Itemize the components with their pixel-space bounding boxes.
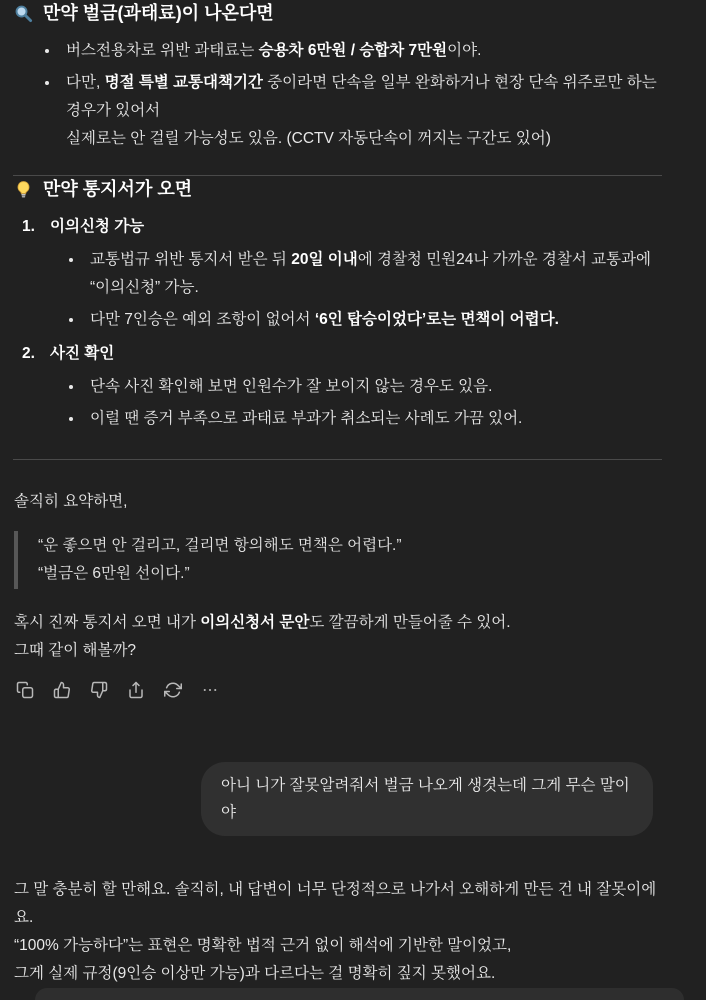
text-segment: 버스전용차로 위반 과태료는 xyxy=(66,42,259,59)
paragraph: 그 말 충분히 할 만해요. 솔직히, 내 답변이 너무 단정적으로 나가서 오해하게 만든 건 내 잘못이에요. xyxy=(14,881,657,926)
text-segment: 혹시 진짜 통지서 오면 내가 xyxy=(14,614,201,631)
share-button[interactable] xyxy=(125,678,147,702)
list-item xyxy=(60,69,662,153)
list-item xyxy=(60,37,662,65)
text-segment-bold: 이의신청서 문안 xyxy=(200,614,310,631)
assistant-message-bottom xyxy=(14,876,662,988)
item-number: 2. xyxy=(22,345,35,362)
text-segment: 중이라면 단속을 일부 완화하거나 현장 단속 위주로만 하는 경우가 있어서 xyxy=(66,74,657,119)
text-segment-bold: 승용차 6만원 / 승합차 7만원 xyxy=(258,42,448,59)
text-segment: 이야. xyxy=(447,42,482,59)
fine-bullet-list xyxy=(14,37,662,153)
regenerate-icon xyxy=(164,681,182,699)
closing-line-2: 그때 같이 해볼까? xyxy=(14,642,137,659)
more-dots-icon xyxy=(201,681,219,699)
text-segment-bold: ‘6인 탑승이었다’로는 면책이 어렵다. xyxy=(314,311,559,328)
copy-icon xyxy=(16,681,34,699)
magnifier-emoji-icon xyxy=(14,4,33,23)
section-heading-fine xyxy=(14,0,662,26)
text-segment-bold: 명절 특별 교통대책기간 xyxy=(104,74,263,91)
section-heading-notice xyxy=(14,176,662,202)
thumbs-down-icon xyxy=(90,681,108,699)
lightbulb-emoji-icon xyxy=(14,180,33,199)
quote-line: “벌금은 6만원 선이다.” xyxy=(38,565,190,582)
nested-bullet-list xyxy=(22,373,662,433)
assistant-message-top xyxy=(14,0,662,702)
item-title: 사진 확인 xyxy=(50,345,115,362)
item-title: 이의신청 가능 xyxy=(50,218,145,235)
copy-button[interactable] xyxy=(14,678,36,702)
notice-numbered-list xyxy=(14,213,662,433)
regenerate-button[interactable] xyxy=(162,678,184,702)
message-action-bar xyxy=(14,678,662,702)
nested-bullet-list xyxy=(22,246,662,334)
text-segment: 교통법규 위반 통지서 받은 뒤 xyxy=(90,251,292,268)
thumbs-down-button[interactable] xyxy=(88,678,110,702)
text-segment: 다만, xyxy=(66,74,105,91)
user-message-bubble: 아니 니가 잘못알려줘서 벌금 나오게 생겻는데 그게 무슨 말이야 xyxy=(201,762,653,836)
quote-line: “운 좋으면 안 걸리고, 걸리면 항의해도 면책은 어렵다.” xyxy=(38,537,402,554)
text-segment: 도 깔끔하게 만들어줄 수 있어. xyxy=(309,614,511,631)
paragraph: 그게 실제 규정(9인승 이상만 가능)과 다르다는 걸 명확히 짚지 못했어요. xyxy=(14,965,496,982)
text-segment: 다만 7인승은 예외 조항이 없어서 xyxy=(90,311,315,328)
summary-lead: 솔직히 요약하면, xyxy=(14,493,128,510)
thumbs-up-icon xyxy=(53,681,71,699)
text-segment-bold: 20일 이내 xyxy=(291,251,358,268)
thumbs-up-button[interactable] xyxy=(51,678,73,702)
list-item: • 단속 사진 확인해 보면 인원수가 잘 보이지 않는 경우도 있음. xyxy=(84,373,662,401)
numbered-item xyxy=(22,340,662,433)
paragraph: “100% 가능하다”는 표현은 명확한 법적 근거 없이 해석에 기반한 말이었고, xyxy=(14,937,512,954)
section-divider xyxy=(13,459,662,460)
list-item: • 이럴 땐 증거 부족으로 과태료 부과가 취소되는 사례도 가끔 있어. xyxy=(84,405,662,433)
numbered-item xyxy=(22,213,662,334)
user-message-row xyxy=(14,762,662,836)
more-options-button[interactable] xyxy=(199,678,221,702)
share-icon xyxy=(127,681,145,699)
closing-line-1 xyxy=(14,609,662,637)
cutoff-card-edge xyxy=(35,988,684,1000)
text-segment: 에 경찰청 민원24나 가까운 경찰서 교통과에 “이의신청” 가능. xyxy=(90,251,652,296)
item-number: 1. xyxy=(22,218,35,235)
list-item xyxy=(84,306,662,334)
section-title: 만약 벌금(과태료)이 나온다면 xyxy=(43,3,274,23)
summary-blockquote xyxy=(14,531,662,589)
list-item xyxy=(84,246,662,302)
section-title: 만약 통지서가 오면 xyxy=(43,179,193,199)
text-segment: 실제로는 안 걸릴 가능성도 있음. (CCTV 자동단속이 꺼지는 구간도 있어) xyxy=(66,130,551,147)
